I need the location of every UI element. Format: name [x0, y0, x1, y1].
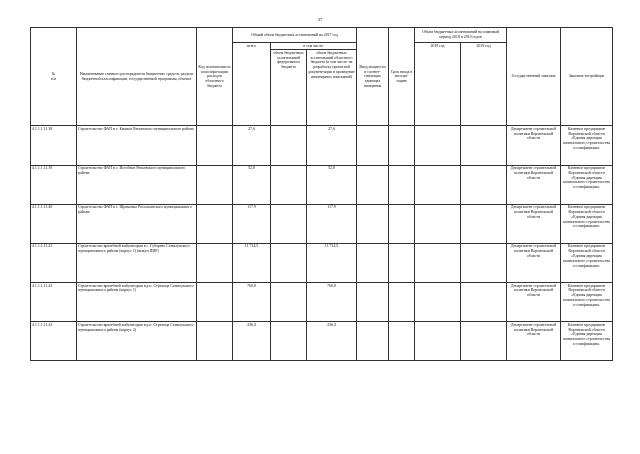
header-2018: 2018 год: [415, 43, 461, 126]
row-capacity: [357, 126, 389, 165]
header-capacity: Ввод мощности в соответ-ствующих единицах измерения: [357, 28, 389, 126]
header-developer: Заказчик-застройщик: [561, 28, 613, 126]
row-developer: Казенное предприятие Воронежской области «Единая дирекция капитального строительства и газификации»: [561, 243, 613, 282]
row-name: Строительство врачебной амбулатории в р.п. Стрелица Семилукского муниципального района (корпус 1): [77, 283, 197, 322]
row-num: 4.1.1.1.11.41: [31, 243, 77, 282]
row-2018: [415, 126, 461, 165]
row-num: 4.1.1.1.11.39: [31, 165, 77, 204]
row-2019: [461, 322, 507, 361]
row-name: Строительство врачебной амбулатории в р.п. Стрелица Семилукского муниципального района (корпус 2): [77, 322, 197, 361]
row-num: 4.1.1.1.11.43: [31, 322, 77, 361]
row-federal: [271, 204, 307, 243]
row-code: [197, 322, 233, 361]
row-developer: Казенное предприятие Воронежской области «Единая дирекция капитального строительства и газификации»: [561, 283, 613, 322]
row-capacity: [357, 283, 389, 322]
row-term: [389, 165, 415, 204]
row-regional: 27,6: [307, 126, 357, 165]
row-num: 4.1.1.1.11.42: [31, 283, 77, 322]
row-capacity: [357, 204, 389, 243]
table-row: [31, 126, 613, 165]
row-num: 4.1.1.1.11.40: [31, 204, 77, 243]
table-row: [31, 204, 613, 243]
row-regional: 52,8: [307, 165, 357, 204]
row-2018: [415, 204, 461, 243]
header-2019: 2019 год: [461, 43, 507, 126]
row-developer: Казенное предприятие Воронежской области «Единая дирекция капитального строительства и газификации»: [561, 204, 613, 243]
row-2018: [415, 322, 461, 361]
row-term: [389, 283, 415, 322]
row-total: 760,8: [233, 283, 271, 322]
row-regional: 236,4: [307, 322, 357, 361]
row-name: Строительство ФАП в с. Истобное Репьевского муниципального района: [77, 165, 197, 204]
header-incl: в том числе:: [271, 43, 357, 50]
row-2019: [461, 165, 507, 204]
row-developer: Казенное предприятие Воронежской области «Единая дирекция капитального строительства и газификации»: [561, 165, 613, 204]
header-term: Срок ввода в эксплуа-тацию: [389, 28, 415, 126]
row-federal: [271, 283, 307, 322]
row-capacity: [357, 243, 389, 282]
row-customer: Департамент строительной политики Воронежской области: [507, 165, 561, 204]
header-num: № п/п: [31, 28, 77, 126]
header-name: Наименование главного распорядителя бюджетных средств, раздела бюджетной классификации, государственной программы, объекта: [77, 28, 197, 126]
header-code: Код полномочия по классифи-кации расходов областного бюджета: [197, 28, 233, 126]
row-2018: [415, 283, 461, 322]
row-federal: [271, 165, 307, 204]
row-developer: Казенное предприятие Воронежской области «Единая дирекция капитального строительства и газификации»: [561, 126, 613, 165]
row-code: [197, 126, 233, 165]
header-plan: Объем бюджетных ассигнований на плановый период 2018 и 2019 годов: [415, 28, 507, 43]
row-total: 27,6: [233, 126, 271, 165]
row-2018: [415, 243, 461, 282]
row-regional: 117,9: [307, 204, 357, 243]
row-name: Строительство ФАП в с. Княжое Рамонского муниципального района: [77, 126, 197, 165]
header-total-2017: Общий объем бюджетных ассигнований на 2017 год: [233, 28, 357, 43]
row-regional: 11 714,5: [307, 243, 357, 282]
row-total: 117,9: [233, 204, 271, 243]
row-term: [389, 322, 415, 361]
header-total: всего: [233, 43, 271, 126]
row-customer: Департамент строительной политики Воронежской области: [507, 283, 561, 322]
table-row: [31, 283, 613, 322]
row-federal: [271, 243, 307, 282]
row-code: [197, 283, 233, 322]
row-2019: [461, 204, 507, 243]
row-2019: [461, 126, 507, 165]
row-2018: [415, 165, 461, 204]
row-name: Строительство врачебной амбулатории в с. Губарево Семилукского муниципального района (корпус 1) (выкуп ПИР): [77, 243, 197, 282]
row-total: 236,4: [233, 322, 271, 361]
row-2019: [461, 243, 507, 282]
row-term: [389, 204, 415, 243]
row-developer: Казенное предприятие Воронежской области «Единая дирекция капитального строительства и газификации»: [561, 322, 613, 361]
row-customer: Департамент строительной политики Воронежской области: [507, 204, 561, 243]
row-federal: [271, 322, 307, 361]
row-capacity: [357, 165, 389, 204]
header-regional: объем бюджетных ассигнований областного бюджета (в том числе: на разработку проектной документации и проведение инженерных изысканий): [307, 50, 357, 126]
row-customer: Департамент строительной политики Воронежской области: [507, 243, 561, 282]
table-row: [31, 243, 613, 282]
row-term: [389, 243, 415, 282]
table-row: [31, 322, 613, 361]
row-2019: [461, 283, 507, 322]
row-code: [197, 165, 233, 204]
row-capacity: [357, 322, 389, 361]
budget-table: [30, 27, 613, 361]
table-row: [31, 165, 613, 204]
row-total: 52,8: [233, 165, 271, 204]
row-code: [197, 204, 233, 243]
row-name: Строительство ФАП в с. Шрамовка Россошанского муниципального района: [77, 204, 197, 243]
row-customer: Департамент строительной политики Воронежской области: [507, 322, 561, 361]
row-num: 4.1.1.1.11.38: [31, 126, 77, 165]
row-federal: [271, 126, 307, 165]
row-term: [389, 126, 415, 165]
header-federal: объем бюджетных ассигнований федерального бюджета: [271, 50, 307, 126]
row-customer: Департамент строительной политики Воронежской области: [507, 126, 561, 165]
row-total: 11 714,5: [233, 243, 271, 282]
header-customer: Государственный заказчик: [507, 28, 561, 126]
row-code: [197, 243, 233, 282]
page-number: 37: [317, 17, 323, 22]
row-regional: 760,8: [307, 283, 357, 322]
